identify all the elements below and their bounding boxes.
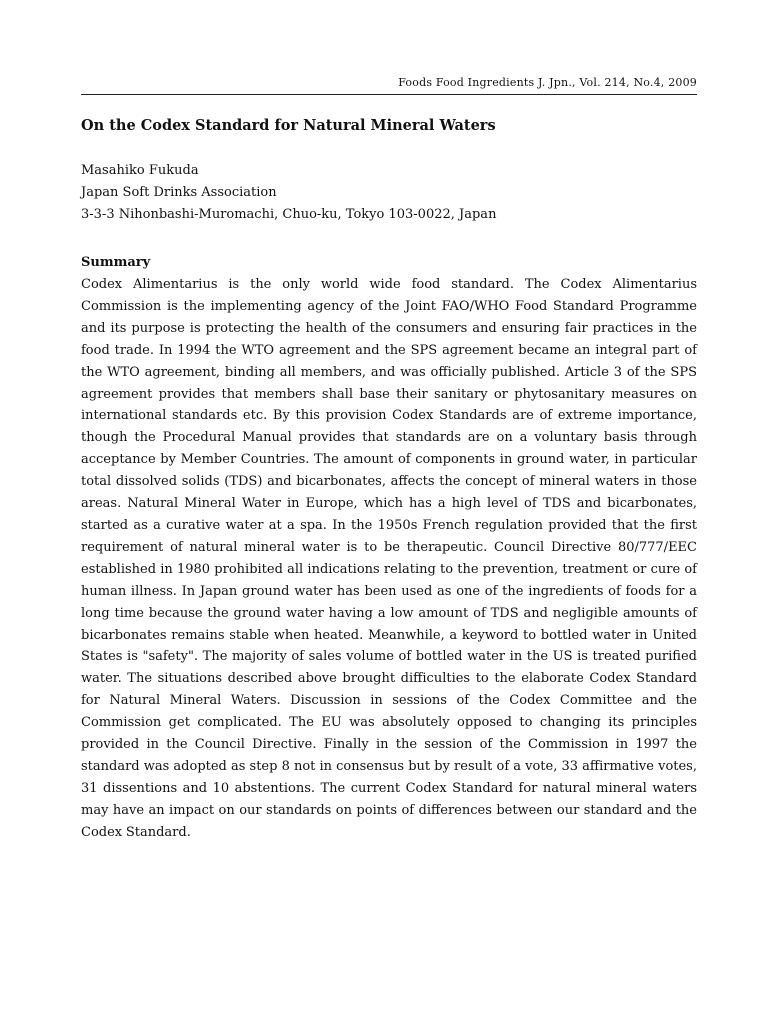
journal-citation-header: Foods Food Ingredients J. Jpn., Vol. 214, No.4, 2009 <box>81 76 697 95</box>
summary-heading: Summary <box>81 255 151 270</box>
article-title: On the Codex Standard for Natural Mineral Waters <box>81 117 496 134</box>
author-block <box>81 160 697 226</box>
paper-page <box>81 76 697 844</box>
summary-paragraph: Codex Alimentarius is the only world wide food standard. The Codex Alimentarius Commission is the implementing agency of the Joint FAO/WHO Food Standard Programme and its purpose is protecting the health of the consumers and ensuring fair practices in the food trade. In 1994 the WTO agreement and the SPS agreement became an integral part of the WTO agreement, binding all members, and was officially published. Article 3 of the SPS agreement provides that members shall base their sanitary or phytosanitary measures on international standards etc. By this provision Codex Standards are of extreme importance, though the Procedural Manual provides that standards are on a voluntary basis through acceptance by Member Countries. The amount of components in ground water, in particular total dissolved solids (TDS) and bicarbonates, affects the concept of mineral waters in those areas. Natural Mineral Water in Europe, which has a high level of TDS and bicarbonates, started as a curative water at a spa. In the 1950s French regulation provided that the first requirement of natural mineral water is to be therapeutic. Council Directive 80/777/EEC established in 1980 prohibited all indications relating to the prevention, treatment or cure of human illness. In Japan ground water has been used as one of the ingredients of foods for a long time because the ground water having a low amount of TDS and negligible amounts of bicarbonates remains stable when heated. Meanwhile, a keyword to bottled water in United States is "safety". The majority of sales volume of bottled water in the US is treated purified water. The situations described above brought difficulties to the elaborate Codex Standard for Natural Mineral Waters. Discussion in sessions of the Codex Committee and the Commission get complicated. The EU was absolutely opposed to changing its principles provided in the Council Directive. Finally in the session of the Commission in 1997 the standard was adopted as step 8 not in consensus but by result of a vote, 33 affirmative votes, 31 dissentions and 10 abstentions. The current Codex Standard for natural mineral waters may have an impact on our standards on points of differences between our standard and the Codex Standard. <box>81 277 697 840</box>
author-name: Masahiko Fukuda <box>81 163 199 178</box>
author-address: 3-3-3 Nihonbashi-Muromachi, Chuo-ku, Tokyo 103-0022, Japan <box>81 207 497 222</box>
author-affiliation: Japan Soft Drinks Association <box>81 185 277 200</box>
